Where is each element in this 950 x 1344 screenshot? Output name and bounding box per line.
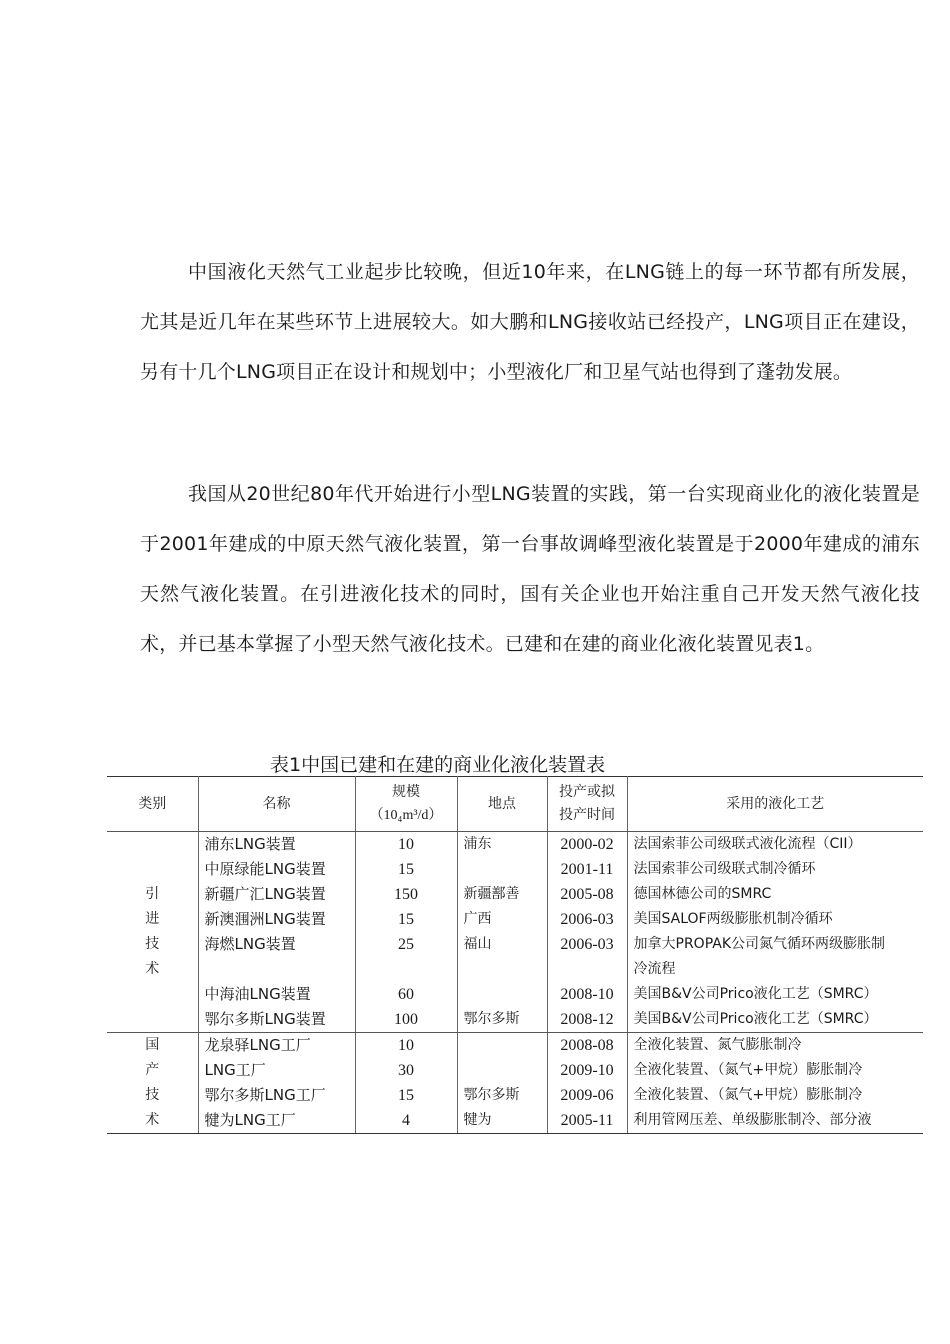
plant-name: 中原绿能LNG装置 bbox=[204, 860, 326, 878]
plant-process: 美国SALOF两级膨胀机制冷循环 bbox=[633, 911, 833, 927]
plant-process: 全液化装置、（氮气+甲烷）膨胀制冷 bbox=[633, 1087, 863, 1103]
plant-process: 法国索菲公司级联式液化流程（CII） bbox=[633, 836, 862, 852]
plant-date bbox=[548, 957, 627, 982]
plant-location-cell bbox=[457, 1033, 547, 1134]
intro-paragraph-1: 中国液化天然气工业起步比较晚，但近10年来，在LNG链上的每一环节都有所发展，尤其是近几年在某些环节上进展较大。如大鹏和LNG接收站已经投产，LNG项目正在建设，另有十几个LNG项目正在设计和规划中；小型液化厂和卫星气站也得到了蓬勃发展。 bbox=[140, 261, 920, 383]
plant-scale: 30 bbox=[398, 1062, 414, 1079]
plant-location: 浦东 bbox=[463, 836, 492, 852]
plant-process: 美国B&V公司Prico液化工艺（SMRC） bbox=[633, 986, 878, 1002]
plant-process: 全液化装置、氮气膨胀制冷 bbox=[633, 1037, 802, 1053]
plant-name: 新澳涠洲LNG装置 bbox=[204, 910, 326, 928]
header-date-line2: 投产时间 bbox=[559, 807, 615, 823]
plant-scale: 10 bbox=[398, 1037, 414, 1054]
plant-name: 鄂尔多斯LNG工厂 bbox=[204, 1086, 326, 1104]
header-category: 类别 bbox=[107, 777, 198, 832]
plant-process: 加拿大PROPAK公司氮气循环两级膨胀制 bbox=[633, 936, 885, 952]
plant-process: 利用管网压差、单级膨胀制冷、部分液 bbox=[633, 1112, 872, 1128]
category-char: 术 bbox=[145, 1112, 160, 1128]
category-char: 技 bbox=[145, 936, 160, 952]
category-char: 国 bbox=[145, 1037, 160, 1053]
plant-location: 鄂尔多斯 bbox=[463, 1087, 520, 1103]
plant-location-cell bbox=[457, 832, 547, 1033]
plant-date: 2006-03 bbox=[560, 936, 614, 953]
plant-location: 新疆鄯善 bbox=[463, 886, 520, 902]
plant-date-cell bbox=[547, 1033, 627, 1134]
plant-date: 2008-08 bbox=[560, 1037, 614, 1054]
plant-location bbox=[458, 957, 547, 982]
plant-process: 美国B&V公司Prico液化工艺（SMRC） bbox=[633, 1011, 878, 1027]
plant-name-cell bbox=[198, 832, 355, 1033]
plant-name: 新疆广汇LNG装置 bbox=[204, 885, 326, 903]
plant-scale: 15 bbox=[398, 1087, 414, 1104]
plant-process: 德国林德公司的SMRC bbox=[633, 886, 772, 902]
plant-date: 2008-10 bbox=[560, 986, 614, 1003]
header-scale-line2: （10₄m³/d） bbox=[369, 808, 443, 823]
table-header-row bbox=[107, 777, 923, 832]
plant-scale: 100 bbox=[394, 1011, 418, 1028]
plant-scale: 60 bbox=[398, 986, 414, 1003]
plant-date-cell bbox=[547, 832, 627, 1033]
plant-date: 2001-11 bbox=[560, 861, 614, 878]
plant-name bbox=[199, 957, 355, 982]
plant-date: 2008-12 bbox=[560, 1011, 614, 1028]
plant-name: 中海油LNG装置 bbox=[204, 985, 311, 1003]
plant-process: 法国索菲公司级联式制冷循环 bbox=[633, 861, 816, 877]
plant-date: 2006-03 bbox=[560, 911, 614, 928]
plant-date: 2009-06 bbox=[560, 1087, 614, 1104]
header-scale-line1: 规模 bbox=[392, 784, 420, 800]
table-group-row bbox=[107, 1033, 923, 1134]
plant-scale: 25 bbox=[398, 936, 414, 953]
plant-process: 冷流程 bbox=[633, 961, 676, 977]
plant-location bbox=[458, 1033, 547, 1058]
plant-scale: 150 bbox=[394, 886, 418, 903]
plant-scale: 15 bbox=[398, 861, 414, 878]
plant-process-cell bbox=[627, 832, 923, 1033]
plant-location bbox=[458, 1058, 547, 1083]
lng-plants-table bbox=[107, 776, 923, 1134]
plant-date: 2005-08 bbox=[560, 886, 614, 903]
category-char: 进 bbox=[145, 911, 160, 927]
category-cell bbox=[107, 832, 198, 1033]
plant-date: 2000-02 bbox=[560, 836, 614, 853]
plant-scale bbox=[356, 957, 457, 982]
category-char: 技 bbox=[145, 1087, 160, 1103]
plant-name: 龙泉驿LNG工厂 bbox=[204, 1036, 311, 1054]
header-location: 地点 bbox=[457, 777, 547, 832]
plant-name: 犍为LNG工厂 bbox=[204, 1111, 296, 1129]
plant-location: 鄂尔多斯 bbox=[463, 1011, 520, 1027]
plant-scale-cell bbox=[355, 1033, 457, 1134]
plant-scale: 10 bbox=[398, 836, 414, 853]
plant-process: 全液化装置、（氮气+甲烷）膨胀制冷 bbox=[633, 1062, 863, 1078]
category-char: 术 bbox=[145, 961, 160, 977]
header-date-line1: 投产或拟 bbox=[559, 784, 615, 800]
plant-date: 2009-10 bbox=[560, 1062, 614, 1079]
plant-process-cell bbox=[627, 1033, 923, 1134]
plant-location: 广西 bbox=[463, 911, 492, 927]
header-process: 采用的液化工艺 bbox=[627, 777, 923, 832]
plant-scale-cell bbox=[355, 832, 457, 1033]
category-char: 引 bbox=[145, 886, 160, 902]
plant-scale: 4 bbox=[402, 1112, 410, 1129]
plant-scale: 15 bbox=[398, 911, 414, 928]
plant-location bbox=[458, 982, 547, 1007]
table-caption: 表1中国已建和在建的商业化液化装置表 bbox=[270, 754, 606, 776]
table-group-row bbox=[107, 832, 923, 1033]
plant-location bbox=[458, 857, 547, 882]
plant-name: 浦东LNG装置 bbox=[204, 835, 296, 853]
plant-name: 鄂尔多斯LNG装置 bbox=[204, 1010, 326, 1028]
category-cell bbox=[107, 1033, 198, 1134]
plant-name: 海燃LNG装置 bbox=[204, 935, 296, 953]
table-body bbox=[107, 832, 923, 1134]
plant-location: 犍为 bbox=[463, 1112, 492, 1128]
header-date bbox=[547, 777, 627, 832]
plant-name-cell bbox=[198, 1033, 355, 1134]
category-char: 产 bbox=[145, 1062, 160, 1078]
header-name: 名称 bbox=[198, 777, 355, 832]
plant-name: LNG工厂 bbox=[204, 1061, 266, 1079]
header-scale bbox=[355, 777, 457, 832]
intro-paragraph-2: 我国从20世纪80年代开始进行小型LNG装置的实践，第一台实现商业化的液化装置是于2001年建成的中原天然气液化装置，第一台事故调峰型液化装置是于2000年建成的浦东天然气液化装置。在引进液化技术的同时，国有关企业也开始注重自己开发天然气液化技术，并已基本掌握了小型天然气液化技术。已建和在建的商业化液化装置见表1。 bbox=[140, 483, 920, 655]
plant-location: 福山 bbox=[463, 936, 492, 952]
plant-date: 2005-11 bbox=[560, 1112, 614, 1129]
